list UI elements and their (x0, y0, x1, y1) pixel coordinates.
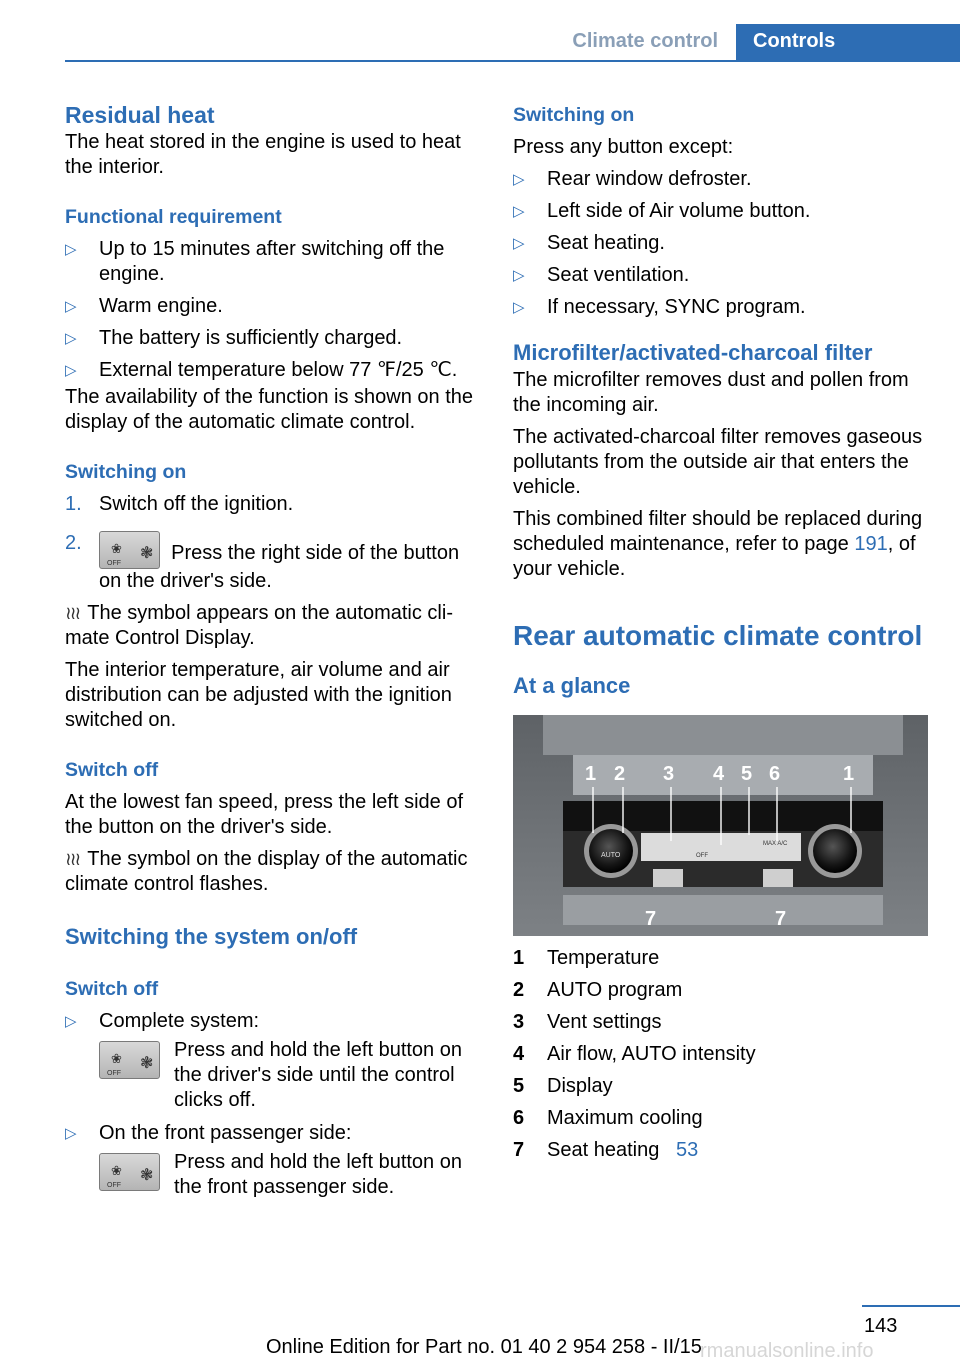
list-item: ▷ Complete system: ❀ OFF ❃ Press and hold the left button on the driver's side until the control clicks off. (65, 1010, 462, 1111)
system-switch-off-heading: Switch off (65, 978, 159, 1000)
adjust-note: The interior temperature, air volume and air distribution can be adjusted with the ignition switched on. (65, 659, 452, 731)
callout-6: 6 (769, 763, 781, 785)
list-item: ▷ Seat heating. (513, 232, 665, 254)
step-number: 2. (65, 532, 82, 554)
rear-climate-heading: Rear automatic climate control (513, 620, 923, 651)
list-item: ▷ Rear window defroster. (513, 168, 752, 190)
bullet-triangle-icon: ▷ (513, 267, 525, 284)
step-item: 2. ❀ OFF ❃ Press the right side of the button on the driver's side. (65, 532, 460, 592)
legend-row: 7 Seat heating 53 (513, 1139, 699, 1161)
fan-button-icon: ❀ OFF ❃ (99, 1153, 160, 1191)
legend (513, 946, 933, 1163)
page-number: 143 (864, 1315, 898, 1337)
step-item: 1. Switch off the ignition. (65, 493, 294, 515)
passenger-side-detail: Press and hold the left button on the front passenger side. (174, 1151, 462, 1198)
legend-row: 2 AUTO program (513, 979, 683, 1001)
legend-row: 4 Air flow, AUTO intensity (513, 1043, 756, 1065)
bullet-triangle-icon: ▷ (65, 298, 77, 315)
rear-climate-panel-photo (513, 715, 928, 936)
list-item: ▷ On the front passenger side: ❀ OFF ❃ Press and hold the left button on the front passenger side. (65, 1122, 462, 1198)
bullet-triangle-icon: ▷ (513, 203, 525, 220)
symbol-flashes-text: ≀≀≀ The symbol on the display of the automatic climate control flashes. (65, 848, 468, 895)
switching-on-heading: Switching on (513, 104, 635, 126)
callout-7b: 7 (775, 908, 787, 930)
filter-paragraph-2: The activated-charcoal filter removes gaseous pollutants from the outside air that enters the vehicle. (513, 426, 923, 498)
list-item: ▷ The battery is sufficiently charged. (65, 327, 403, 349)
callout-7: 7 (645, 908, 657, 930)
callout-1: 1 (585, 763, 597, 785)
header-section-title: Climate control (572, 30, 718, 52)
residual-heat-icon: ≀≀≀ (65, 603, 80, 623)
legend-row: 6 Maximum cooling (513, 1107, 703, 1129)
callout-1b: 1 (843, 763, 855, 785)
callout-2: 2 (614, 763, 626, 785)
switch-off-text: At the lowest fan speed, press the left side of the button on the driver's side. (65, 791, 464, 838)
callout-5: 5 (741, 763, 753, 785)
bullet-triangle-icon: ▷ (513, 171, 525, 188)
bullet-triangle-icon: ▷ (513, 299, 525, 316)
list-item: ▷ Warm engine. (65, 295, 223, 317)
bullet-triangle-icon: ▷ (65, 1013, 77, 1030)
list-item: ▷ Up to 15 minutes after switching off the engine. (65, 238, 445, 285)
list-item: ▷ Left side of Air volume button. (513, 200, 811, 222)
switching-on-heading: Switching on (65, 461, 187, 483)
residual-heat-intro: The heat stored in the engine is used to heat the interior. (65, 131, 461, 178)
fan-button-icon: ❀ OFF ❃ (99, 531, 160, 569)
bullet-triangle-icon: ▷ (513, 235, 525, 252)
left-column (65, 100, 475, 1207)
bullet-triangle-icon: ▷ (65, 362, 77, 379)
legend-row: 3 Vent settings (513, 1011, 662, 1033)
auto-label: AUTO (601, 852, 621, 859)
availability-text: The availability of the function is shown on the display of the automatic climate control. (65, 386, 474, 433)
filter-heading: Microfilter/activated-charcoal filter (513, 340, 873, 365)
page-link[interactable]: 53 (676, 1139, 699, 1161)
page-link[interactable]: 191 (854, 533, 888, 555)
header-chapter-label: Controls (753, 30, 836, 52)
switching-on-intro: Press any button except: (513, 136, 734, 158)
watermark: rmanualsonline.info (700, 1340, 874, 1362)
svg-text:MAX A/C: MAX A/C (763, 841, 788, 847)
at-a-glance-heading: At a glance (513, 673, 631, 698)
fan-button-icon: ❀ OFF ❃ (99, 1041, 160, 1079)
residual-heat-heading: Residual heat (65, 102, 215, 128)
list-item: ▷ If necessary, SYNC program. (513, 296, 806, 318)
bullet-triangle-icon: ▷ (65, 1125, 77, 1142)
header-chapter-tab (736, 24, 960, 62)
list-item: ▷ External temperature below 77 ℉/25 ℃. (65, 359, 458, 381)
page-header (0, 0, 960, 62)
filter-paragraph-1: The microfilter removes dust and pollen from the incoming air. (513, 369, 909, 416)
residual-heat-icon: ≀≀≀ (65, 849, 80, 869)
bullet-triangle-icon: ▷ (65, 330, 77, 347)
callout-4: 4 (713, 763, 725, 785)
system-onoff-heading: Switching the system on/off (65, 924, 358, 949)
complete-system-detail: Press and hold the left button on the driver's side until the control clicks off. (174, 1039, 462, 1111)
filter-paragraph-3: This combined filter should be replaced during scheduled maintenance, refer to page 191, of your vehicle. (513, 508, 923, 580)
footer-rule (862, 1305, 960, 1307)
legend-row: 5 Display (513, 1075, 613, 1097)
callout-3: 3 (663, 763, 675, 785)
symbol-appears-text: ≀≀≀ The symbol appears on the automatic cli‐ mate Control Display. (65, 602, 453, 649)
switch-off-heading: Switch off (65, 759, 159, 781)
svg-text:OFF: OFF (696, 853, 708, 859)
step-number: 1. (65, 493, 82, 515)
bullet-triangle-icon: ▷ (65, 241, 77, 258)
header-rule (65, 60, 960, 62)
functional-requirement-heading: Functional requirement (65, 206, 282, 228)
legend-row: 1 Temperature (513, 947, 660, 969)
right-column (513, 100, 933, 1170)
list-item: ▷ Seat ventilation. (513, 264, 690, 286)
edition-footer: Online Edition for Part no. 01 40 2 954 258 - II/15 (266, 1336, 702, 1358)
